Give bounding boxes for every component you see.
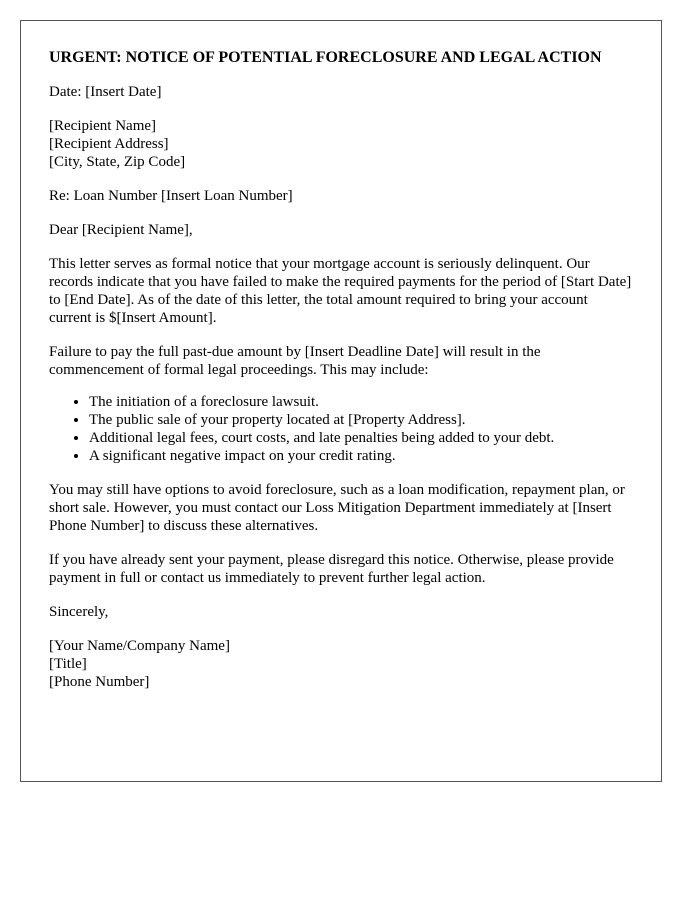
list-item: • A significant negative impact on your credit rating. <box>89 447 633 465</box>
paragraph-delinquency: This letter serves as formal notice that your mortgage account is seriously delinquent. Our records indicate that you have failed to make the required payments for the period of [Start Date] to [End Date]. As of the date of this letter, the total amount required to bring your account current is $[Insert Amount]. <box>49 256 632 326</box>
paragraph-disregard: If you have already sent your payment, please disregard this notice. Otherwise, please provide payment in full or contact us immediately to prevent further legal action. <box>49 552 614 586</box>
letter-document <box>20 20 662 782</box>
list-item: • The initiation of a foreclosure lawsuit. <box>89 393 633 411</box>
paragraph-deadline: Failure to pay the full past-due amount by [Insert Deadline Date] will result in the commencement of formal legal proceedings. This may include: <box>49 344 541 378</box>
recipient-name: [Recipient Name] <box>49 118 157 134</box>
signature-title: [Title] <box>49 656 87 672</box>
recipient-block <box>49 117 633 171</box>
paragraph-options: You may still have options to avoid foreclosure, such as a loan modification, repayment plan, or short sale. However, you must contact our Loss Mitigation Department immediately at [Insert Phone Number] to discuss these alternatives. <box>49 482 625 534</box>
salutation: Dear [Recipient Name], <box>49 222 193 238</box>
re-line: Re: Loan Number [Insert Loan Number] <box>49 188 293 204</box>
closing: Sincerely, <box>49 604 109 620</box>
signature-phone: [Phone Number] <box>49 674 150 690</box>
signature-name: [Your Name/Company Name] <box>49 638 230 654</box>
consequences-list <box>49 393 633 465</box>
list-item: • The public sale of your property located at [Property Address]. <box>89 411 633 429</box>
recipient-city-state-zip: [City, State, Zip Code] <box>49 154 186 170</box>
recipient-address: [Recipient Address] <box>49 136 169 152</box>
signature-block <box>49 637 633 691</box>
list-item: • Additional legal fees, court costs, and late penalties being added to your debt. <box>89 429 633 447</box>
letter-title: URGENT: NOTICE OF POTENTIAL FORECLOSURE AND LEGAL ACTION <box>49 49 602 66</box>
letter-date: Date: [Insert Date] <box>49 84 162 100</box>
